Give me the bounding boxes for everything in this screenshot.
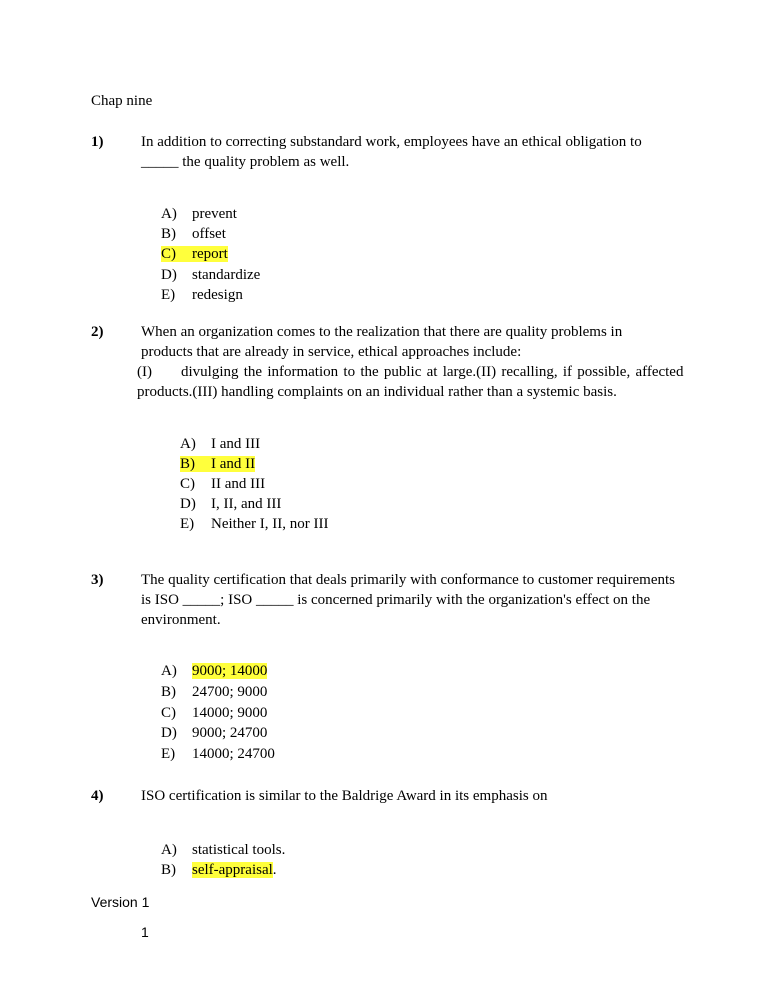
q1-option-e (161, 285, 243, 305)
option-text: 24700; 9000 (192, 684, 268, 700)
question-1-line-2: _____ the quality problem as well. (141, 154, 350, 170)
q2-option-b-correct (180, 454, 255, 474)
option-text: I and III (211, 436, 261, 452)
q2-option-a (180, 434, 260, 454)
option-text: I and II (211, 456, 256, 472)
option-letter: D) (180, 496, 196, 512)
option-text: self-appraisal (192, 862, 273, 878)
question-4-number: 4) (91, 788, 104, 804)
q1-option-d (161, 265, 260, 285)
option-suffix: . (272, 862, 277, 878)
q3-option-c (161, 703, 267, 723)
option-text: standardize (192, 267, 261, 283)
question-3-line-3: environment. (141, 612, 221, 628)
option-letter: A) (161, 663, 177, 679)
option-letter: D) (161, 267, 177, 283)
option-letter: A) (161, 206, 177, 222)
footer-version: Version 1 (91, 894, 150, 910)
question-1-number: 1) (91, 134, 104, 150)
q4-option-b-correct (161, 860, 277, 880)
option-text: Neither I, II, nor III (211, 516, 329, 532)
option-letter: B) (180, 456, 195, 472)
option-letter: B) (161, 684, 176, 700)
question-2-number: 2) (91, 324, 104, 340)
question-2-roman-i: (I) (137, 364, 152, 380)
question-3-line-1: The quality certification that deals primarily with conformance to customer requirements (141, 572, 675, 588)
question-4-line-1: ISO certification is similar to the Baldrige Award in its emphasis on (141, 788, 548, 804)
question-2-line-1: When an organization comes to the realization that there are quality problems in (141, 324, 623, 340)
option-letter: E) (161, 287, 176, 303)
question-2-line-2: products that are already in service, ethical approaches include: (141, 344, 522, 360)
option-text: statistical tools. (192, 842, 286, 858)
question-2-line-4: products.(III) handling complaints on an individual rather than a systemic basis. (137, 384, 617, 400)
option-letter: B) (161, 226, 176, 242)
option-letter: C) (161, 705, 176, 721)
option-text: offset (192, 226, 226, 242)
q1-option-b (161, 224, 226, 244)
option-text: redesign (192, 287, 243, 303)
q1-option-c-correct (161, 244, 228, 264)
q4-option-a (161, 840, 285, 860)
option-letter: D) (161, 725, 177, 741)
q1-option-a (161, 204, 237, 224)
option-letter: E) (161, 746, 176, 762)
option-letter: E) (180, 516, 195, 532)
question-1-line-1: In addition to correcting substandard work, employees have an ethical obligation to (141, 134, 642, 150)
question-2-line-3: divulging the information to the public at large.(II) recalling, if possible, affected (181, 364, 684, 380)
q2-option-d (180, 494, 281, 514)
answer-highlight (180, 456, 255, 472)
q3-option-e (161, 744, 275, 764)
q3-option-d (161, 723, 267, 743)
option-letter: C) (161, 246, 176, 262)
option-letter: C) (180, 476, 195, 492)
option-text: prevent (192, 206, 237, 222)
q3-option-b (161, 682, 267, 702)
option-letter: A) (161, 842, 177, 858)
question-3-number: 3) (91, 572, 104, 588)
option-text: 9000; 24700 (192, 725, 268, 741)
q2-option-c (180, 474, 265, 494)
option-text: II and III (211, 476, 266, 492)
question-3-line-2: is ISO _____; ISO _____ is concerned primarily with the organization's effect on the (141, 592, 651, 608)
option-text: 9000; 14000 (192, 663, 268, 679)
q2-option-e (180, 514, 328, 534)
option-text: I, II, and III (211, 496, 282, 512)
option-text: 14000; 9000 (192, 705, 268, 721)
option-text: report (192, 246, 228, 262)
answer-highlight (161, 246, 228, 262)
option-letter: A) (180, 436, 196, 452)
option-letter: B) (161, 862, 176, 878)
chapter-title: Chap nine (91, 93, 153, 109)
q3-option-a-correct (161, 661, 267, 681)
page-number: 1 (141, 924, 149, 940)
option-text: 14000; 24700 (192, 746, 275, 762)
